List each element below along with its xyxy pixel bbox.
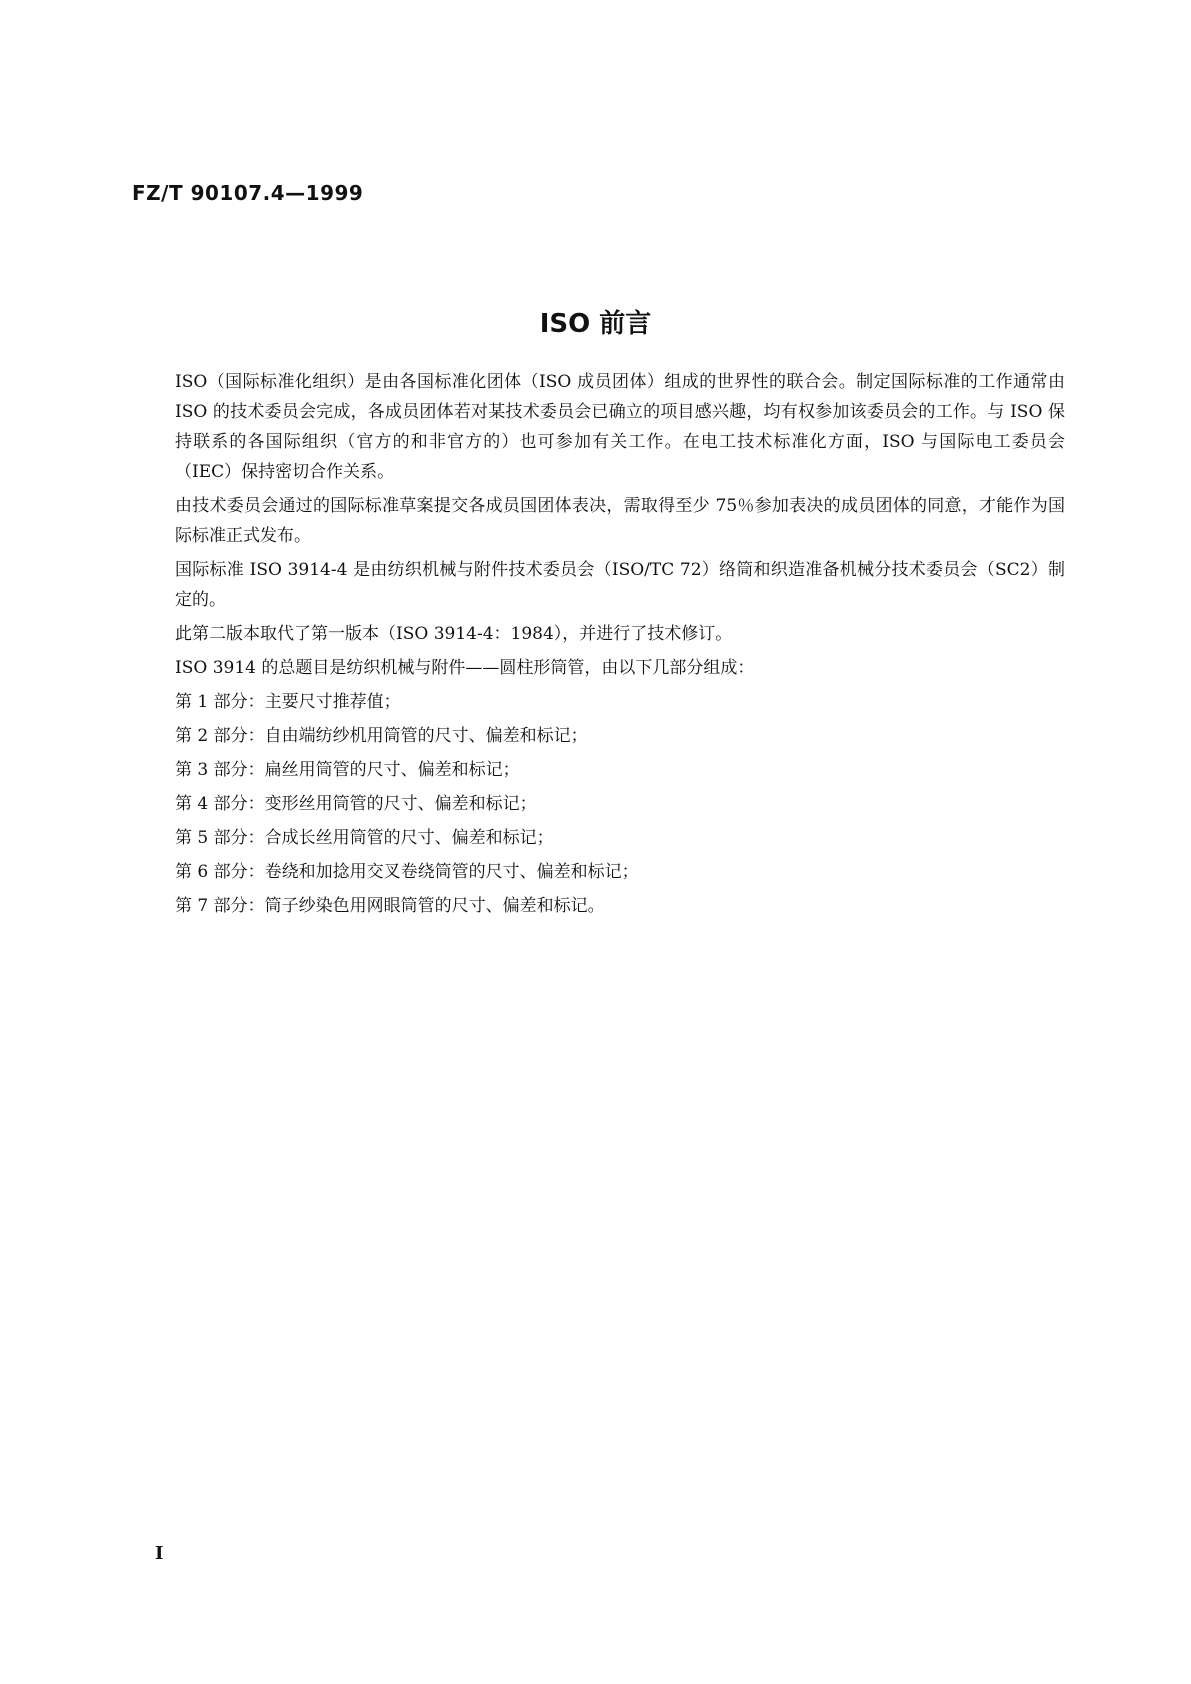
parts-list — [175, 687, 1065, 921]
paragraph-revision: 此第二版本取代了第一版本（ISO 3914-4：1984），并进行了技术修订。 — [175, 624, 733, 644]
paragraph-general-title: ISO 3914 的总题目是纺织机械与附件——圆柱形筒管，由以下几部分组成： — [175, 658, 755, 678]
list-item-part-2: 第 2 部分：自由端纺纱机用筒管的尺寸、偏差和标记； — [175, 726, 588, 746]
paragraph-committee: 国际标准 ISO 3914-4 是由纺织机械与附件技术委员会（ISO/TC 72）络筒和织造准备机械分技术委员会（SC2）制定的。 — [175, 560, 1065, 610]
document-body — [175, 367, 1065, 925]
paragraph-voting: 由技术委员会通过的国际标准草案提交各成员国团体表决，需取得至少 75％参加表决的成员团体的同意，才能作为国际标准正式发布。 — [175, 496, 1065, 546]
list-item-part-7: 第 7 部分：筒子纱染色用网眼筒管的尺寸、偏差和标记。 — [175, 896, 605, 916]
list-item-part-3: 第 3 部分：扁丝用筒管的尺寸、偏差和标记； — [175, 760, 520, 780]
page-number: I — [155, 1543, 164, 1564]
paragraph-iso-organization: ISO（国际标准化组织）是由各国标准化团体（ISO 成员团体）组成的世界性的联合会。制定国际标准的工作通常由 ISO 的技术委员会完成，各成员团体若对某技术委员会已确立的项目感兴趣，均有权参加该委员会的工作。与 ISO 保持联系的各国际组织（官方的和非官方的）也可参加有关工作。在电工技术标准化方面，ISO 与国际电工委员会（IEC）保持密切合作关系。 — [175, 372, 1065, 482]
list-item-part-6: 第 6 部分：卷绕和加捻用交叉卷绕筒管的尺寸、偏差和标记； — [175, 862, 639, 882]
list-item-part-4: 第 4 部分：变形丝用筒管的尺寸、偏差和标记； — [175, 794, 537, 814]
document-code: FZ/T 90107.4—1999 — [132, 181, 364, 205]
list-item-part-1: 第 1 部分：主要尺寸推荐值； — [175, 692, 401, 712]
page-title: ISO 前言 — [539, 309, 652, 339]
list-item-part-5: 第 5 部分：合成长丝用筒管的尺寸、偏差和标记； — [175, 828, 554, 848]
